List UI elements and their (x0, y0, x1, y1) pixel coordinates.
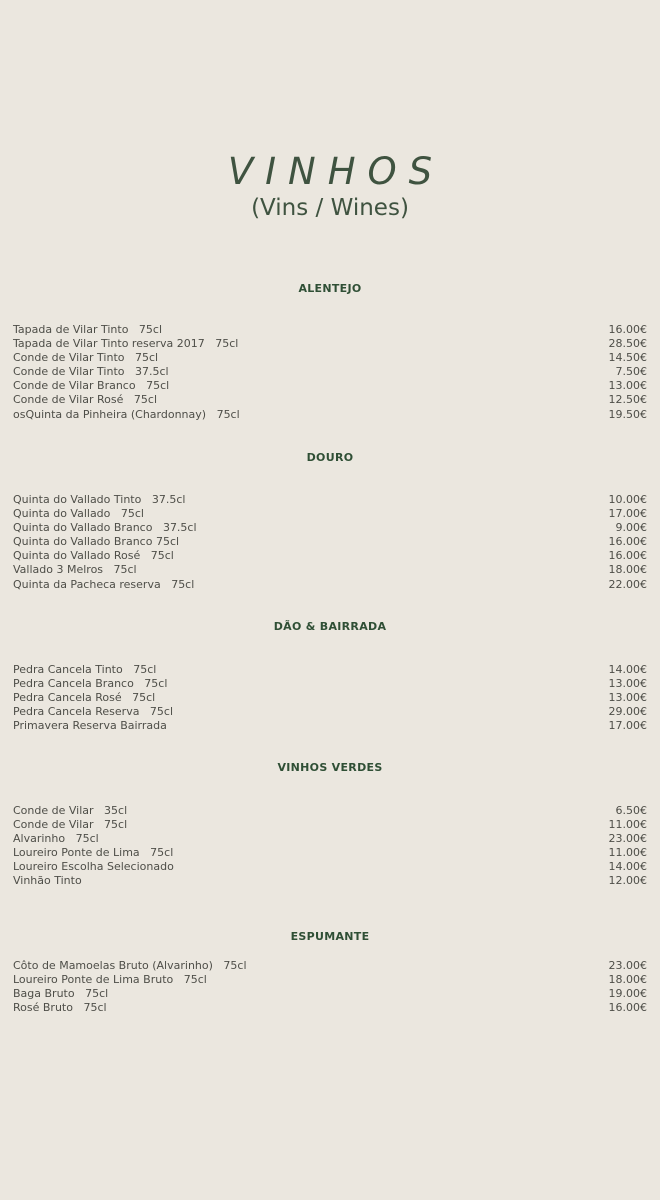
item-list (13, 323, 647, 422)
list-item (13, 804, 647, 818)
item-price: 14.50€ (608, 351, 647, 365)
list-item (13, 987, 647, 1001)
item-price: 6.50€ (615, 804, 647, 817)
list-item (13, 860, 647, 874)
item-name: Loureiro Ponte de Lima Bruto 75cl (13, 973, 207, 987)
item-name: Rosé Bruto 75cl (13, 1001, 107, 1015)
item-name: Alvarinho 75cl (13, 832, 99, 846)
item-price: 16.00€ (608, 323, 647, 336)
item-price: 19.50€ (608, 407, 647, 421)
page-subtitle: (Vins / Wines) (251, 195, 409, 221)
list-item (13, 379, 647, 393)
section-heading: DÃO & BAIRRADA (273, 620, 387, 633)
list-item (13, 1001, 647, 1015)
item-price: 16.00€ (608, 535, 647, 549)
item-name: Primavera Reserva Bairrada (13, 719, 167, 733)
item-price: 9.00€ (615, 521, 647, 535)
item-price: 17.00€ (608, 719, 647, 733)
list-item (13, 578, 647, 592)
list-item (13, 663, 647, 677)
section-heading: DOURO (306, 451, 354, 464)
list-item (13, 973, 647, 987)
list-item (13, 365, 647, 379)
item-price: 17.00€ (608, 507, 647, 521)
item-price: 18.00€ (608, 973, 647, 987)
item-price: 11.00€ (608, 818, 647, 832)
list-item (13, 507, 647, 521)
item-name: Quinta do Vallado Branco 37.5cl (13, 521, 197, 535)
item-name: Conde de Vilar Rosé 75cl (13, 393, 157, 407)
item-name: Pedra Cancela Rosé 75cl (13, 691, 156, 705)
list-item (13, 691, 647, 705)
item-name: osQuinta da Pinheira (Chardonnay) 75cl (13, 407, 240, 421)
list-item (13, 719, 647, 733)
item-price: 23.00€ (608, 959, 647, 972)
item-list (13, 959, 647, 1015)
page-title: VINHOS (227, 150, 445, 193)
item-name: Loureiro Escolha Selecionado (13, 860, 174, 874)
section-heading: VINHOS VERDES (277, 761, 383, 774)
section-heading: ALENTEJO (298, 282, 362, 295)
item-list (13, 804, 647, 889)
item-name: Quinta do Vallado Tinto 37.5cl (13, 493, 186, 506)
item-name: Conde de Vilar Branco 75cl (13, 379, 170, 393)
item-list (13, 493, 647, 592)
item-price: 16.00€ (608, 1001, 647, 1015)
item-name: Pedra Cancela Reserva 75cl (13, 705, 174, 719)
item-price: 19.00€ (608, 987, 647, 1001)
item-name: Quinta do Vallado 75cl (13, 507, 144, 521)
list-item (13, 705, 647, 719)
section-vinhos-verdes (13, 761, 647, 888)
item-name: Vallado 3 Melros 75cl (13, 563, 137, 577)
item-name: Pedra Cancela Tinto 75cl (13, 663, 157, 676)
item-price: 23.00€ (608, 832, 647, 846)
item-price: 11.00€ (608, 846, 647, 860)
item-price: 13.00€ (608, 691, 647, 705)
item-name: Côto de Mamoelas Bruto (Alvarinho) 75cl (13, 959, 247, 972)
section-douro (13, 451, 647, 591)
list-item (13, 393, 647, 407)
list-item (13, 874, 647, 888)
item-name: Pedra Cancela Branco 75cl (13, 677, 168, 691)
item-price: 7.50€ (615, 365, 647, 379)
item-price: 13.00€ (608, 379, 647, 393)
item-price: 14.00€ (608, 860, 647, 874)
list-item (13, 549, 647, 563)
list-item (13, 493, 647, 507)
item-name: Conde de Vilar Tinto 75cl (13, 351, 159, 365)
item-name: Quinta do Vallado Branco 75cl (13, 535, 180, 549)
item-price: 16.00€ (608, 549, 647, 563)
section-alentejo (13, 282, 647, 421)
section-heading: ESPUMANTE (290, 930, 370, 943)
list-item (13, 563, 647, 577)
section-espumante (13, 930, 647, 1015)
list-item (13, 846, 647, 860)
list-item (13, 818, 647, 832)
list-item (13, 959, 647, 973)
item-name: Vinhão Tinto (13, 874, 82, 888)
item-price: 13.00€ (608, 677, 647, 691)
item-name: Tapada de Vilar Tinto 75cl (13, 323, 163, 336)
item-name: Tapada de Vilar Tinto reserva 2017 75cl (13, 337, 239, 351)
item-price: 18.00€ (608, 563, 647, 577)
item-price: 28.50€ (608, 337, 647, 351)
item-price: 10.00€ (608, 493, 647, 506)
item-name: Conde de Vilar 35cl (13, 804, 128, 817)
item-list (13, 663, 647, 733)
list-item (13, 521, 647, 535)
item-price: 14.00€ (608, 663, 647, 676)
item-price: 12.50€ (608, 393, 647, 407)
list-item (13, 323, 647, 337)
item-name: Quinta do Vallado Rosé 75cl (13, 549, 174, 563)
item-name: Conde de Vilar Tinto 37.5cl (13, 365, 169, 379)
list-item (13, 535, 647, 549)
item-price: 29.00€ (608, 705, 647, 719)
list-item (13, 337, 647, 351)
item-name: Loureiro Ponte de Lima 75cl (13, 846, 174, 860)
list-item (13, 351, 647, 365)
list-item (13, 832, 647, 846)
item-name: Baga Bruto 75cl (13, 987, 109, 1001)
item-price: 22.00€ (608, 577, 647, 591)
list-item (13, 677, 647, 691)
list-item (13, 408, 647, 422)
item-name: Quinta da Pacheca reserva 75cl (13, 577, 195, 591)
item-price: 12.00€ (608, 874, 647, 888)
item-name: Conde de Vilar 75cl (13, 818, 128, 832)
section-dao-bairrada (13, 620, 647, 733)
